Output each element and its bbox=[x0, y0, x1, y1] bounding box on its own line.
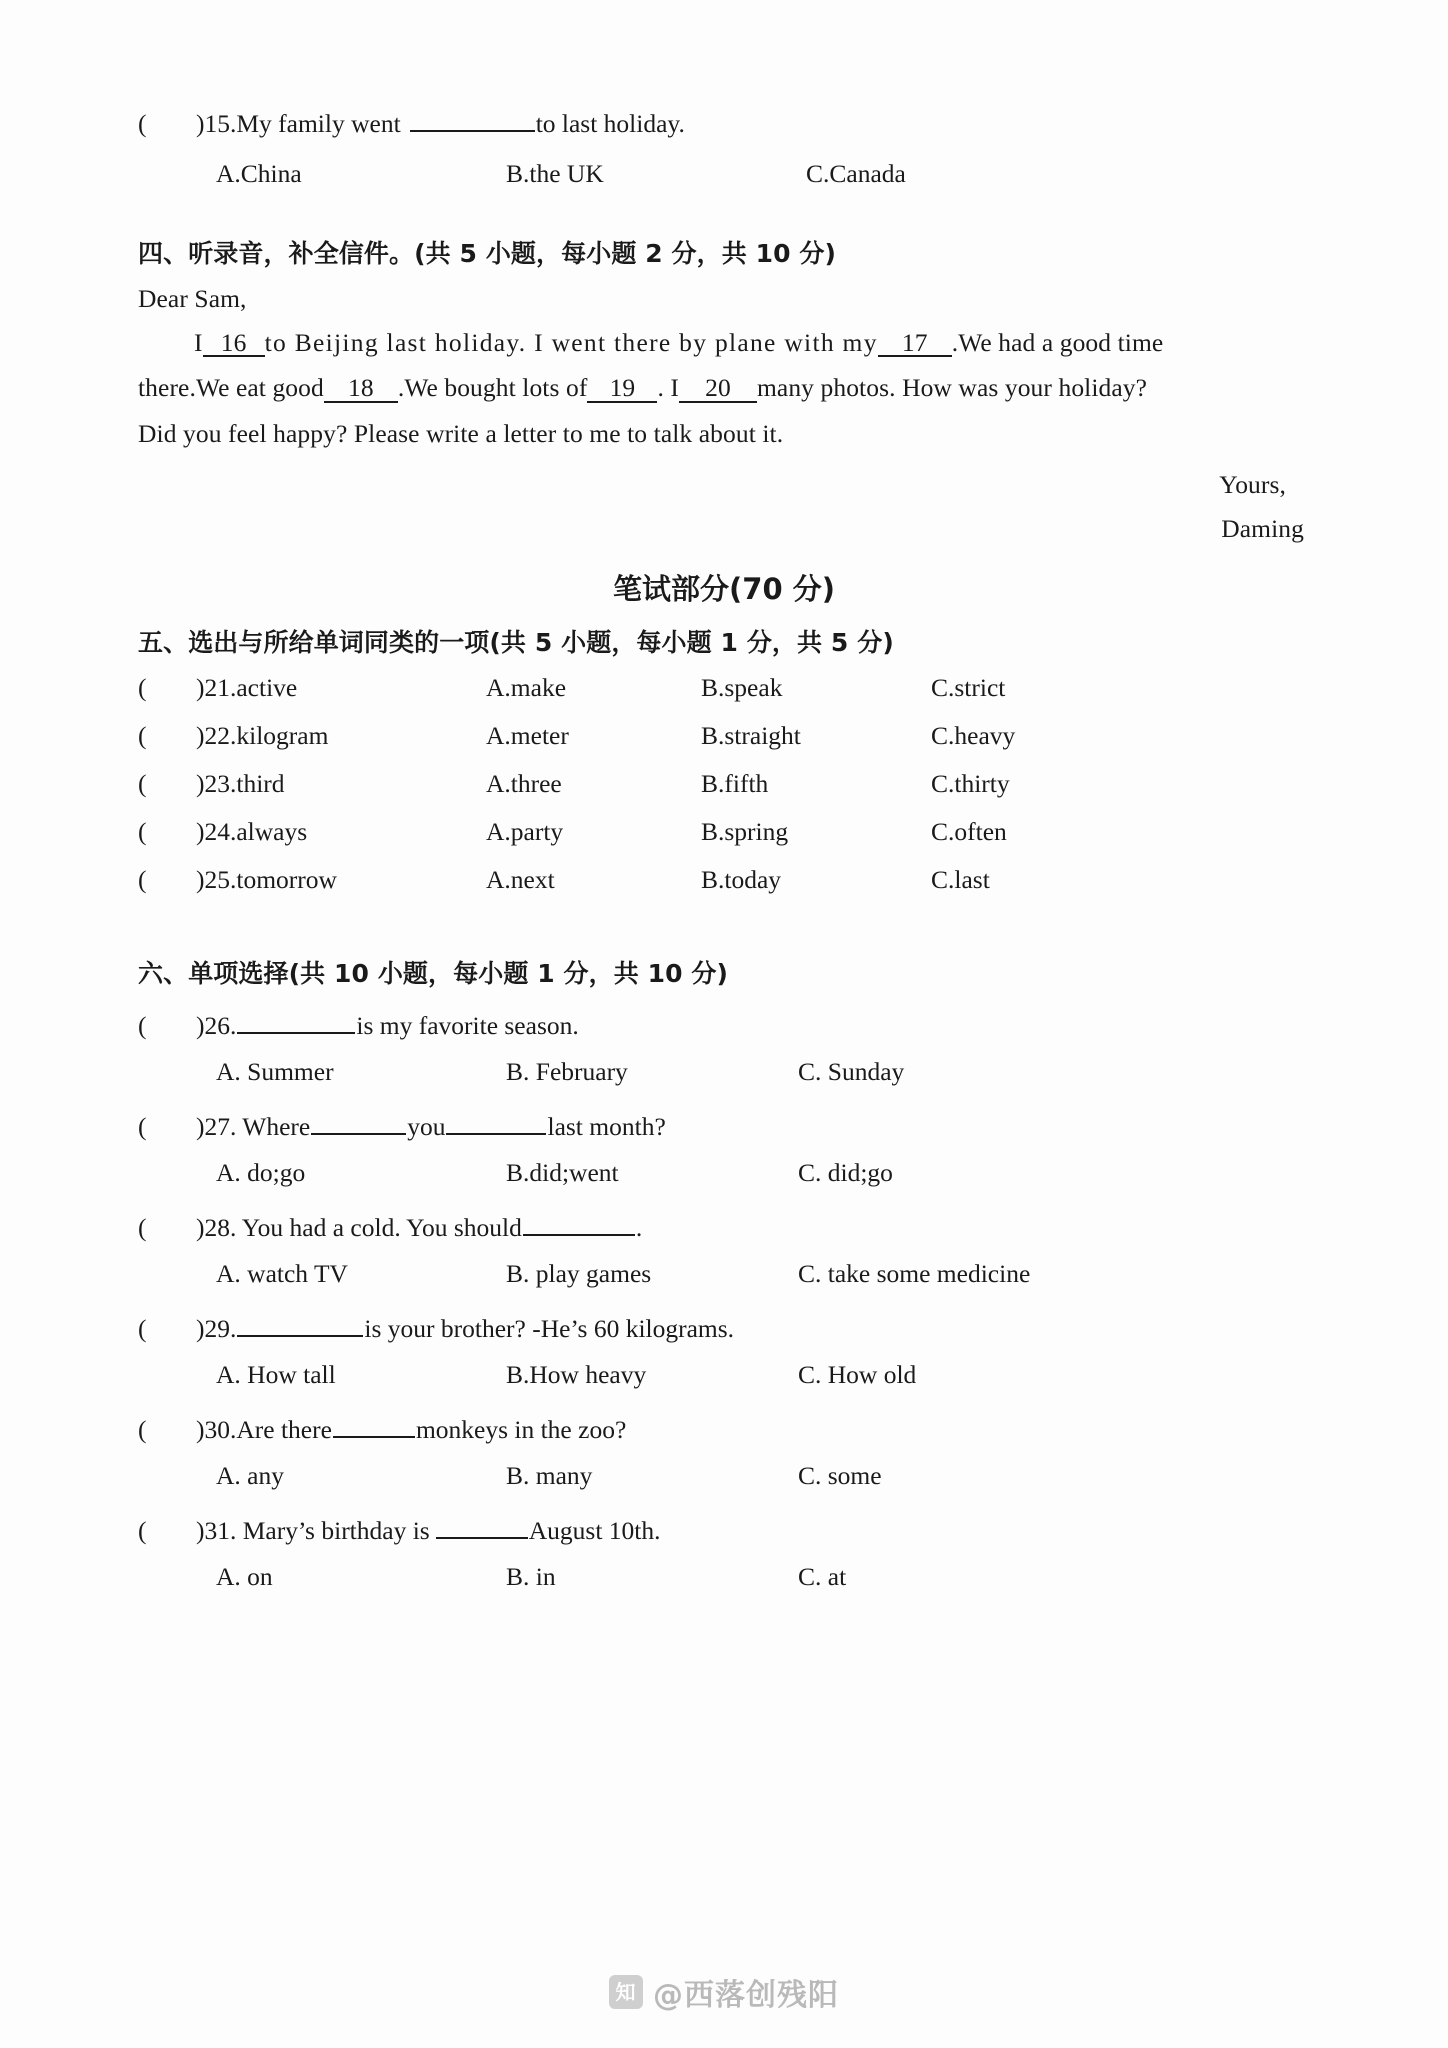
letter-line-2 bbox=[138, 375, 1310, 403]
question-27-option-c[interactable]: C. did;go bbox=[798, 1158, 893, 1187]
list-item bbox=[138, 769, 1310, 799]
list-item bbox=[138, 721, 1310, 751]
question-23-option-c[interactable]: C.thirty bbox=[931, 769, 1010, 798]
question-29 bbox=[138, 1309, 1310, 1344]
letter-blank-16[interactable]: 16 bbox=[203, 330, 265, 358]
letter-line-2-mid-2: . I bbox=[657, 373, 679, 402]
answer-bracket[interactable]: ( bbox=[138, 1011, 147, 1040]
letter-closing: Yours, bbox=[1219, 470, 1286, 499]
question-26 bbox=[138, 1006, 1310, 1041]
answer-bracket[interactable]: ( bbox=[138, 769, 147, 798]
letter-blank-20[interactable]: 20 bbox=[679, 375, 757, 403]
question-31-stem-post: August 10th. bbox=[528, 1516, 661, 1545]
question-24-option-a[interactable]: A.party bbox=[486, 817, 564, 846]
question-23-option-b[interactable]: B.fifth bbox=[701, 769, 769, 798]
answer-bracket[interactable]: ( bbox=[138, 1213, 147, 1242]
question-26-option-a[interactable]: A. Summer bbox=[216, 1057, 334, 1086]
question-30 bbox=[138, 1410, 1310, 1445]
question-31-option-a[interactable]: A. on bbox=[216, 1562, 273, 1591]
letter-blank-18[interactable]: 18 bbox=[324, 375, 398, 403]
section-4-heading: 四、听录音，补全信件。(共 5 小题，每小题 2 分，共 10 分) bbox=[138, 239, 837, 268]
question-30-blank[interactable] bbox=[333, 1410, 415, 1438]
question-23-option-a[interactable]: A.three bbox=[486, 769, 562, 798]
question-30-options bbox=[138, 1461, 1310, 1491]
question-29-stem-post: is your brother? -He’s 60 kilograms. bbox=[364, 1314, 735, 1343]
question-22-option-b[interactable]: B.straight bbox=[701, 721, 801, 750]
question-24-option-b[interactable]: B.spring bbox=[701, 817, 789, 846]
question-30-option-c[interactable]: C. some bbox=[798, 1461, 882, 1490]
question-25-option-b[interactable]: B.today bbox=[701, 865, 782, 894]
question-24-stem: )24.always bbox=[196, 817, 308, 846]
question-27-option-a[interactable]: A. do;go bbox=[216, 1158, 306, 1187]
answer-bracket[interactable]: ( bbox=[138, 673, 147, 702]
question-31-option-c[interactable]: C. at bbox=[798, 1562, 847, 1591]
question-15-blank[interactable] bbox=[410, 104, 535, 132]
list-item bbox=[138, 865, 1310, 895]
list-item bbox=[138, 673, 1310, 703]
question-15-option-c[interactable]: C.Canada bbox=[806, 159, 906, 188]
question-29-stem-pre: )29. bbox=[196, 1314, 237, 1343]
question-26-blank[interactable] bbox=[237, 1006, 355, 1034]
question-30-stem-post: monkeys in the zoo? bbox=[415, 1415, 627, 1444]
question-25-stem: )25.tomorrow bbox=[196, 865, 337, 894]
question-15 bbox=[138, 104, 1310, 139]
question-28 bbox=[138, 1208, 1310, 1243]
letter-blank-19[interactable]: 19 bbox=[587, 375, 657, 403]
question-28-option-b[interactable]: B. play games bbox=[506, 1259, 652, 1288]
letter-line-1-mid: to Beijing last holiday. I went there by plane with my bbox=[264, 327, 878, 357]
question-31-stem-pre: )31. Mary’s birthday is bbox=[196, 1516, 430, 1545]
question-28-stem-pre: )28. You had a cold. You should bbox=[196, 1213, 522, 1242]
question-28-option-c[interactable]: C. take some medicine bbox=[798, 1259, 1031, 1288]
question-24-option-c[interactable]: C.often bbox=[931, 817, 1007, 846]
letter-blank-17[interactable]: 17 bbox=[878, 330, 952, 358]
question-27-stem-mid: you bbox=[407, 1112, 446, 1141]
answer-bracket[interactable]: ( bbox=[138, 1314, 147, 1343]
letter-line-3: Did you feel happy? Please write a letter to me to talk about it. bbox=[138, 418, 784, 448]
question-26-options bbox=[138, 1057, 1310, 1087]
answer-bracket[interactable]: ( bbox=[138, 1415, 147, 1444]
question-28-options bbox=[138, 1259, 1310, 1289]
written-part-title: 笔试部分(70 分) bbox=[613, 572, 835, 606]
question-27-stem-post: last month? bbox=[547, 1112, 666, 1141]
letter-salutation: Dear Sam, bbox=[138, 284, 247, 313]
watermark-text: @西落创残阳 bbox=[653, 1978, 839, 2013]
question-22-stem: )22.kilogram bbox=[196, 721, 329, 750]
question-15-stem-pre: )15.My family went bbox=[196, 109, 401, 138]
question-30-option-a[interactable]: A. any bbox=[216, 1461, 284, 1490]
question-23-stem: )23.third bbox=[196, 769, 285, 798]
question-15-options bbox=[138, 159, 1310, 189]
question-27-blank-2[interactable] bbox=[446, 1107, 546, 1135]
question-15-option-b[interactable]: B.the UK bbox=[506, 159, 604, 188]
list-item bbox=[138, 817, 1310, 847]
question-15-option-a[interactable]: A.China bbox=[216, 159, 302, 188]
question-28-stem-post: . bbox=[635, 1213, 643, 1242]
zhihu-logo-icon: 知 bbox=[609, 1975, 643, 2009]
question-28-blank[interactable] bbox=[523, 1208, 635, 1236]
question-22-option-a[interactable]: A.meter bbox=[486, 721, 569, 750]
watermark bbox=[0, 1970, 1448, 2014]
question-26-option-c[interactable]: C. Sunday bbox=[798, 1057, 905, 1086]
question-25-option-a[interactable]: A.next bbox=[486, 865, 555, 894]
section-6-heading: 六、单项选择(共 10 小题，每小题 1 分，共 10 分) bbox=[138, 959, 729, 988]
letter-line-2-pre: there.We eat good bbox=[138, 373, 324, 402]
answer-bracket[interactable]: ( bbox=[138, 1112, 147, 1141]
question-21-stem: )21.active bbox=[196, 673, 298, 702]
question-22-option-c[interactable]: C.heavy bbox=[931, 721, 1016, 750]
question-31-blank[interactable] bbox=[436, 1511, 528, 1539]
section-5-list bbox=[138, 673, 1310, 895]
letter-signature: Daming bbox=[1221, 513, 1304, 543]
question-31-option-b[interactable]: B. in bbox=[506, 1562, 556, 1591]
section-5-heading: 五、选出与所给单词同类的一项(共 5 小题，每小题 1 分，共 5 分) bbox=[138, 628, 894, 657]
answer-bracket[interactable]: ( bbox=[138, 109, 147, 138]
question-30-stem-pre: )30.Are there bbox=[196, 1415, 332, 1444]
question-30-option-b[interactable]: B. many bbox=[506, 1461, 593, 1490]
question-26-stem-post: is my favorite season. bbox=[356, 1011, 579, 1040]
question-21-option-b[interactable]: B.speak bbox=[701, 673, 783, 702]
letter-line-2-post: many photos. How was your holiday? bbox=[756, 373, 1148, 402]
answer-bracket[interactable]: ( bbox=[138, 1516, 147, 1545]
question-26-option-b[interactable]: B. February bbox=[506, 1057, 628, 1086]
question-31 bbox=[138, 1511, 1310, 1546]
question-27-blank-1[interactable] bbox=[311, 1107, 406, 1135]
letter-line-1-post: .We had a good time bbox=[951, 327, 1164, 357]
question-21-option-c[interactable]: C.strict bbox=[931, 673, 1006, 702]
question-28-option-a[interactable]: A. watch TV bbox=[216, 1259, 348, 1288]
answer-bracket[interactable]: ( bbox=[138, 817, 147, 846]
letter-line-1 bbox=[138, 327, 1310, 358]
question-29-option-a[interactable]: A. How tall bbox=[216, 1360, 336, 1389]
answer-bracket[interactable]: ( bbox=[138, 865, 147, 894]
question-29-options bbox=[138, 1360, 1310, 1390]
answer-bracket[interactable]: ( bbox=[138, 721, 147, 750]
letter-line-1-pre: I bbox=[194, 327, 203, 357]
question-31-options bbox=[138, 1562, 1310, 1592]
question-29-option-c[interactable]: C. How old bbox=[798, 1360, 917, 1389]
letter-line-2-mid-1: .We bought lots of bbox=[397, 373, 588, 402]
question-15-stem-post: to last holiday. bbox=[535, 109, 685, 138]
question-29-blank[interactable] bbox=[237, 1309, 363, 1337]
question-25-option-c[interactable]: C.last bbox=[931, 865, 990, 894]
question-26-stem-pre: )26. bbox=[196, 1011, 237, 1040]
question-27 bbox=[138, 1107, 1310, 1142]
question-27-option-b[interactable]: B.did;went bbox=[506, 1158, 619, 1187]
question-29-option-b[interactable]: B.How heavy bbox=[506, 1360, 647, 1389]
question-21-option-a[interactable]: A.make bbox=[486, 673, 567, 702]
question-27-options bbox=[138, 1158, 1310, 1188]
question-27-stem-pre: )27. Where bbox=[196, 1112, 311, 1141]
